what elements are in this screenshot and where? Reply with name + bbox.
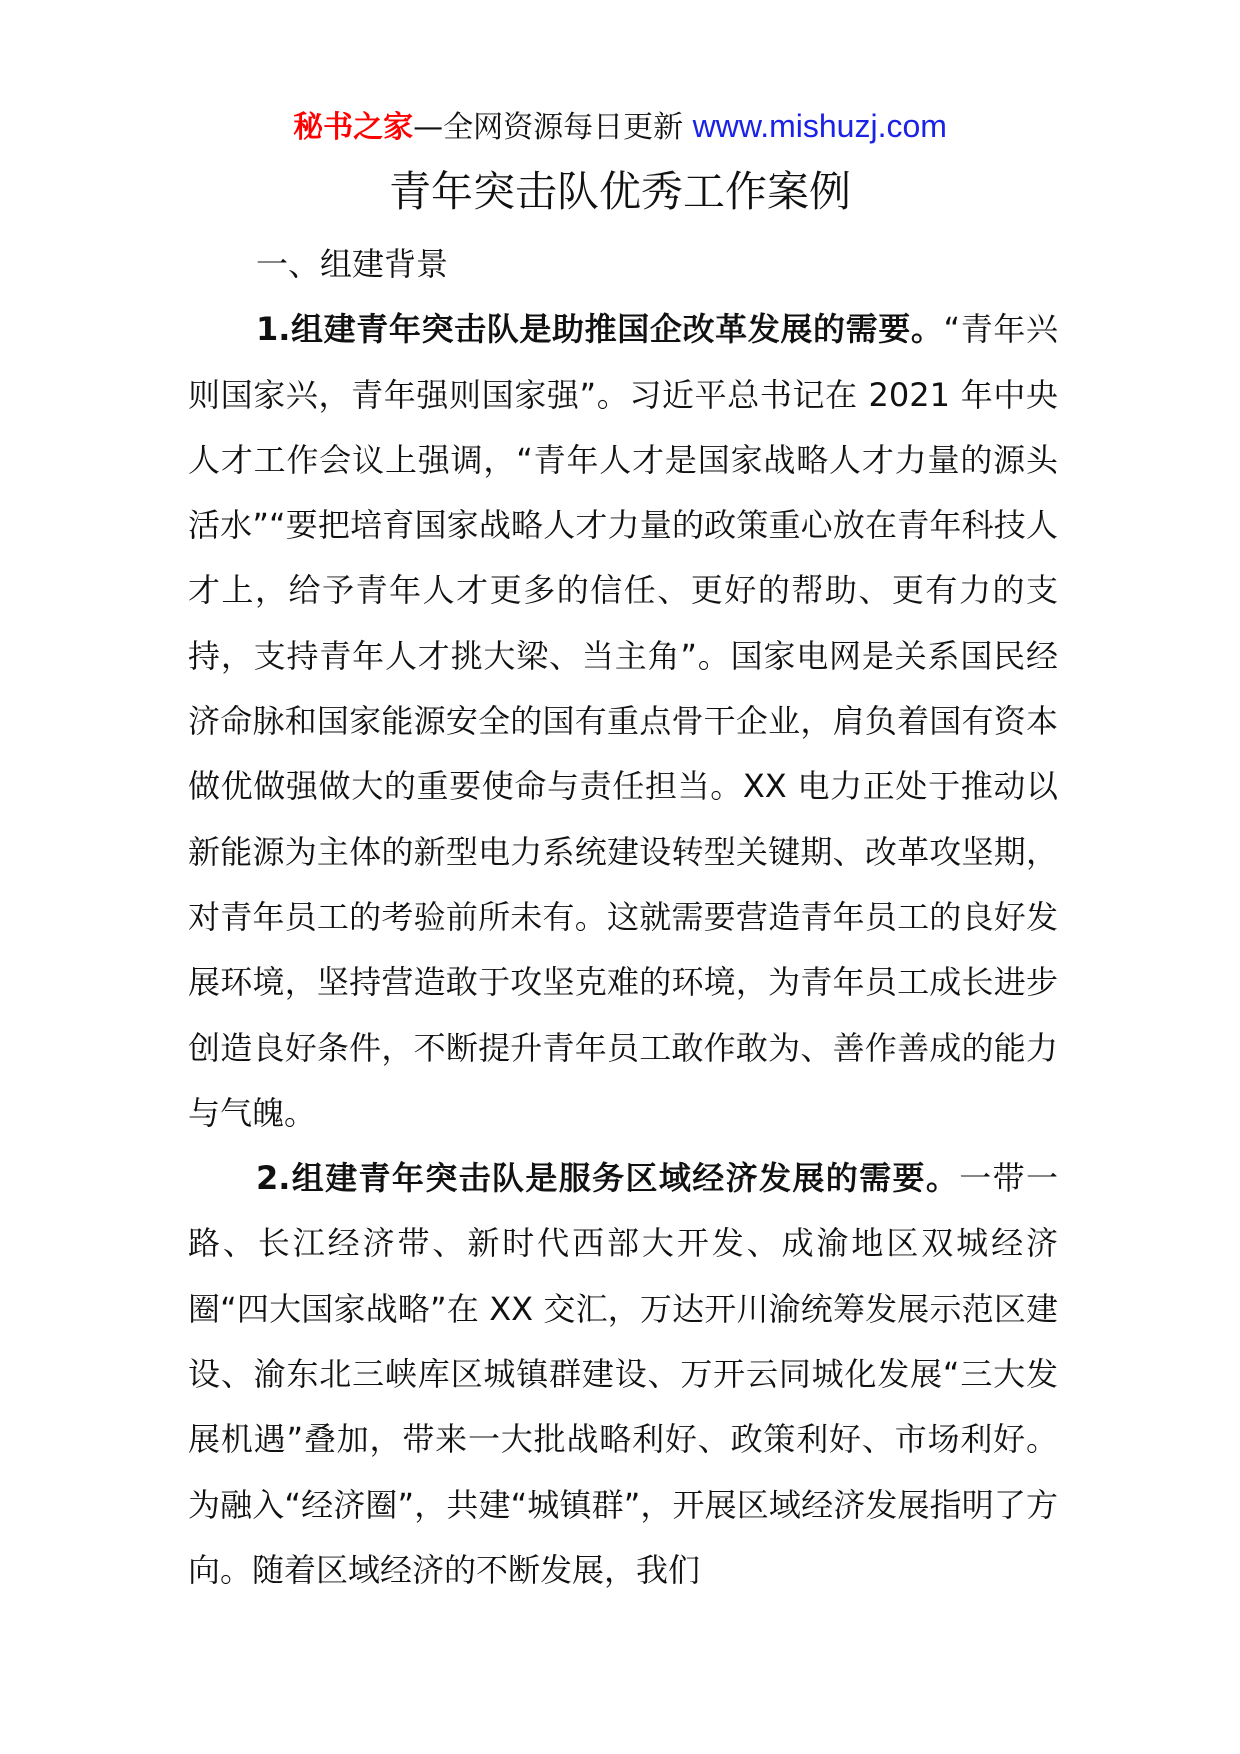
paragraph-2-text: 一带一路、长江经济带、新时代西部大开发、成渝地区双城经济圈“四大国家战略”在 XX 交汇，万达开川渝统筹发展示范区建设、渝东北三峡库区城镇群建设、万开云同城化发展“三大发展机遇”叠加，带来一大批战略利好、政策利好、市场利好。为融入“经济圈”，共建“城镇群”，开展区域经济发展指明了方向。随着区域经济的不断发展，我们 [188,1159,1058,1589]
document-title: 青年突击队优秀工作案例 [388,167,851,216]
site-header [0,104,1240,150]
paragraph-2 [188,1146,1058,1603]
document-body [188,232,1058,1603]
paragraph-1 [188,297,1058,1146]
brand-name[interactable]: 秘书之家 [293,110,414,145]
paragraph-1-lead: 1.组建青年突击队是助推国企改革发展的需要。 [256,310,944,349]
header-slogan: —全网资源每日更新 [413,110,693,145]
paragraph-1-text: “青年兴则国家兴，青年强则国家强”。习近平总书记在 2021 年中央人才工作会议上强调，“青年人才是国家战略人才力量的源头活水”“要把培育国家战略人才力量的政策重心放在青年科技人才上，给予青年人才更多的信任、更好的帮助、更有力的支持，支持青年人才挑大梁、当主角”。国家电网是关系国民经济命脉和国家能源安全的国有重点骨干企业，肩负着国有资本做优做强做大的重要使命与责任担当。XX 电力正处于推动以新能源为主体的新型电力系统建设转型关键期、改革攻坚期，对青年员工的考验前所未有。这就需要营造青年员工的良好发展环境，坚持营造敢于攻坚克难的环境，为青年员工成长进步创造良好条件，不断提升青年员工敢作敢为、善作善成的能力与气魄。 [188,310,1058,1132]
section-heading: 一、组建背景 [256,245,449,283]
paragraph-2-lead: 2.组建青年突击队是服务区域经济发展的需要。 [256,1159,960,1198]
site-url-link[interactable]: www.mishuzj.com [692,108,947,144]
